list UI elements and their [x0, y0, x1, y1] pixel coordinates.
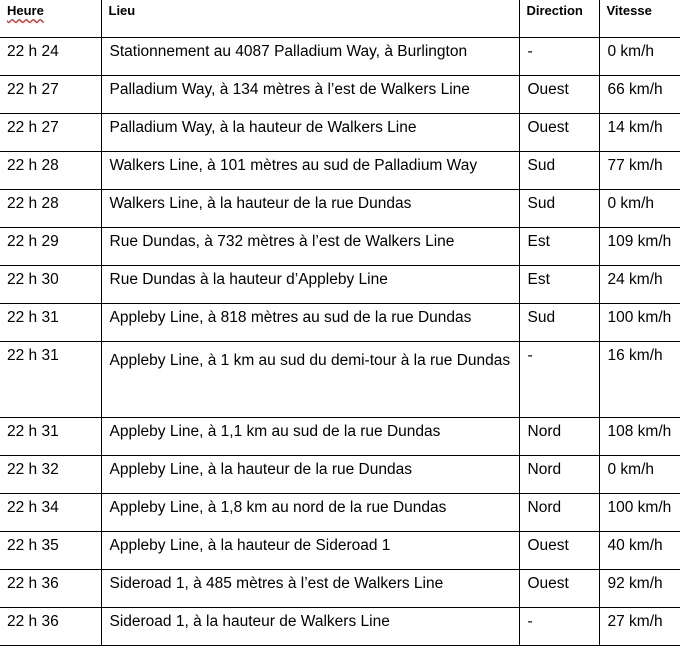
- cell-direction: [519, 608, 599, 646]
- cell-direction: [519, 152, 599, 190]
- cell-direction: [519, 304, 599, 342]
- cell-time-text: 22 h 31: [7, 423, 59, 440]
- cell-time: [0, 608, 101, 646]
- cell-time: [0, 114, 101, 152]
- cell-direction-text: Ouest: [527, 81, 569, 98]
- cell-time: [0, 38, 101, 76]
- cell-time: [0, 532, 101, 570]
- cell-time-text: 22 h 31: [7, 347, 59, 364]
- cell-place: [101, 532, 519, 570]
- cell-time-text: 22 h 30: [7, 271, 59, 288]
- cell-speed: [599, 418, 680, 456]
- header-time: [0, 0, 101, 38]
- cell-direction: [519, 494, 599, 532]
- table-row: [0, 342, 680, 418]
- table-row: [0, 76, 680, 114]
- cell-direction-text: Sud: [527, 195, 556, 212]
- cell-place-text: Palladium Way, à 134 mètres à l’est de Walkers Line: [109, 81, 470, 98]
- cell-speed-text: 0 km/h: [607, 195, 655, 212]
- table-row: [0, 266, 680, 304]
- cell-speed-text: 100 km/h: [607, 309, 672, 326]
- cell-speed: [599, 266, 680, 304]
- cell-time: [0, 570, 101, 608]
- cell-speed: [599, 76, 680, 114]
- cell-time-text: 22 h 27: [7, 119, 59, 136]
- table-row: [0, 38, 680, 76]
- cell-time: [0, 266, 101, 304]
- cell-time-text: 22 h 36: [7, 575, 59, 592]
- cell-speed-text: 0 km/h: [607, 461, 655, 478]
- header-row: [0, 0, 680, 38]
- cell-direction-text: Nord: [527, 423, 562, 440]
- cell-place-text: Rue Dundas, à 732 mètres à l’est de Walkers Line: [109, 233, 455, 250]
- cell-time-text: 22 h 28: [7, 195, 59, 212]
- cell-place-text: Sideroad 1, à 485 mètres à l’est de Walkers Line: [109, 575, 444, 592]
- cell-time: [0, 190, 101, 228]
- cell-direction-text: Est: [527, 233, 550, 250]
- cell-place-text: Rue Dundas à la hauteur d’Appleby Line: [109, 271, 388, 288]
- table-row: [0, 152, 680, 190]
- cell-place-text: Stationnement au 4087 Palladium Way, à Burlington: [109, 43, 468, 60]
- cell-direction: [519, 76, 599, 114]
- cell-place: [101, 418, 519, 456]
- cell-direction-text: Ouest: [527, 575, 569, 592]
- header-speed: [599, 0, 680, 38]
- cell-speed-text: 27 km/h: [607, 613, 663, 630]
- cell-place-text: Walkers Line, à la hauteur de la rue Dundas: [109, 195, 412, 212]
- cell-place-text: Appleby Line, à la hauteur de Sideroad 1: [109, 537, 391, 554]
- cell-speed-text: 100 km/h: [607, 499, 672, 516]
- cell-direction: [519, 456, 599, 494]
- header-place: [101, 0, 519, 38]
- cell-speed: [599, 152, 680, 190]
- cell-time: [0, 456, 101, 494]
- cell-place-text: Palladium Way, à la hauteur de Walkers Line: [109, 119, 417, 136]
- cell-place: [101, 114, 519, 152]
- cell-place: [101, 76, 519, 114]
- cell-speed-text: 0 km/h: [607, 43, 655, 60]
- cell-speed: [599, 342, 680, 418]
- cell-direction-text: -: [527, 43, 533, 60]
- cell-direction-text: Nord: [527, 499, 562, 516]
- cell-time-text: 22 h 24: [7, 43, 59, 60]
- cell-time-text: 22 h 29: [7, 233, 59, 250]
- cell-place: [101, 266, 519, 304]
- cell-speed: [599, 228, 680, 266]
- table-row: [0, 190, 680, 228]
- cell-direction: [519, 342, 599, 418]
- table-row: [0, 494, 680, 532]
- cell-speed: [599, 608, 680, 646]
- cell-direction: [519, 38, 599, 76]
- table-row: [0, 456, 680, 494]
- cell-speed: [599, 114, 680, 152]
- cell-direction-text: -: [527, 347, 533, 364]
- cell-speed-text: 24 km/h: [607, 271, 663, 288]
- cell-direction: [519, 114, 599, 152]
- cell-direction: [519, 228, 599, 266]
- cell-time: [0, 228, 101, 266]
- cell-time-text: 22 h 35: [7, 537, 59, 554]
- cell-speed: [599, 304, 680, 342]
- cell-speed-text: 77 km/h: [607, 157, 663, 174]
- cell-direction-text: Est: [527, 271, 550, 288]
- table-row: [0, 608, 680, 646]
- cell-place: [101, 456, 519, 494]
- cell-direction: [519, 266, 599, 304]
- cell-place: [101, 608, 519, 646]
- cell-speed: [599, 190, 680, 228]
- table-row: [0, 418, 680, 456]
- cell-speed-text: 16 km/h: [607, 347, 663, 364]
- cell-place: [101, 228, 519, 266]
- header-place-label: Lieu: [108, 3, 136, 18]
- cell-direction-text: Ouest: [527, 537, 569, 554]
- cell-speed: [599, 570, 680, 608]
- cell-time: [0, 76, 101, 114]
- cell-time-text: 22 h 36: [7, 613, 59, 630]
- cell-time: [0, 494, 101, 532]
- cell-direction-text: Nord: [527, 461, 562, 478]
- cell-direction-text: Sud: [527, 309, 556, 326]
- cell-place-text: Appleby Line, à 818 mètres au sud de la rue Dundas: [109, 309, 472, 326]
- header-direction-label: Direction: [526, 3, 583, 18]
- header-speed-label: Vitesse: [606, 3, 652, 18]
- cell-direction: [519, 190, 599, 228]
- cell-place: [101, 38, 519, 76]
- cell-place-text: Appleby Line, à la hauteur de la rue Dundas: [109, 461, 412, 478]
- cell-time-text: 22 h 32: [7, 461, 59, 478]
- table-row: [0, 304, 680, 342]
- cell-speed-text: 109 km/h: [607, 233, 672, 250]
- table-row: [0, 114, 680, 152]
- cell-time: [0, 152, 101, 190]
- cell-time-text: 22 h 34: [7, 499, 59, 516]
- cell-time: [0, 418, 101, 456]
- cell-direction: [519, 418, 599, 456]
- cell-place-text: Appleby Line, à 1,1 km au sud de la rue Dundas: [109, 423, 441, 440]
- cell-speed: [599, 532, 680, 570]
- cell-time: [0, 342, 101, 418]
- cell-time-text: 22 h 27: [7, 81, 59, 98]
- table-row: [0, 228, 680, 266]
- cell-time: [0, 304, 101, 342]
- cell-direction: [519, 570, 599, 608]
- cell-time-text: 22 h 31: [7, 309, 59, 326]
- cell-speed: [599, 456, 680, 494]
- cell-direction: [519, 532, 599, 570]
- cell-place: [101, 304, 519, 342]
- cell-direction-text: Ouest: [527, 119, 569, 136]
- cell-direction-text: -: [527, 613, 533, 630]
- cell-place-text: Appleby Line, à 1 km au sud du demi-tour à la rue Dundas: [109, 352, 511, 369]
- header-direction: [519, 0, 599, 38]
- cell-place-text: Walkers Line, à 101 mètres au sud de Palladium Way: [109, 157, 478, 174]
- table-row: [0, 570, 680, 608]
- cell-time-text: 22 h 28: [7, 157, 59, 174]
- header-time-label: Heure: [7, 3, 44, 18]
- cell-speed: [599, 38, 680, 76]
- cell-direction-text: Sud: [527, 157, 556, 174]
- table-row: [0, 532, 680, 570]
- cell-speed: [599, 494, 680, 532]
- cell-speed-text: 40 km/h: [607, 537, 663, 554]
- cell-place: [101, 190, 519, 228]
- cell-place: [101, 152, 519, 190]
- cell-place: [101, 494, 519, 532]
- cell-speed-text: 66 km/h: [607, 81, 663, 98]
- cell-speed-text: 92 km/h: [607, 575, 663, 592]
- cell-place: [101, 570, 519, 608]
- cell-speed-text: 108 km/h: [607, 423, 672, 440]
- cell-place-text: Sideroad 1, à la hauteur de Walkers Line: [109, 613, 390, 630]
- cell-speed-text: 14 km/h: [607, 119, 663, 136]
- cell-place-text: Appleby Line, à 1,8 km au nord de la rue Dundas: [109, 499, 447, 516]
- cell-place: [101, 342, 519, 418]
